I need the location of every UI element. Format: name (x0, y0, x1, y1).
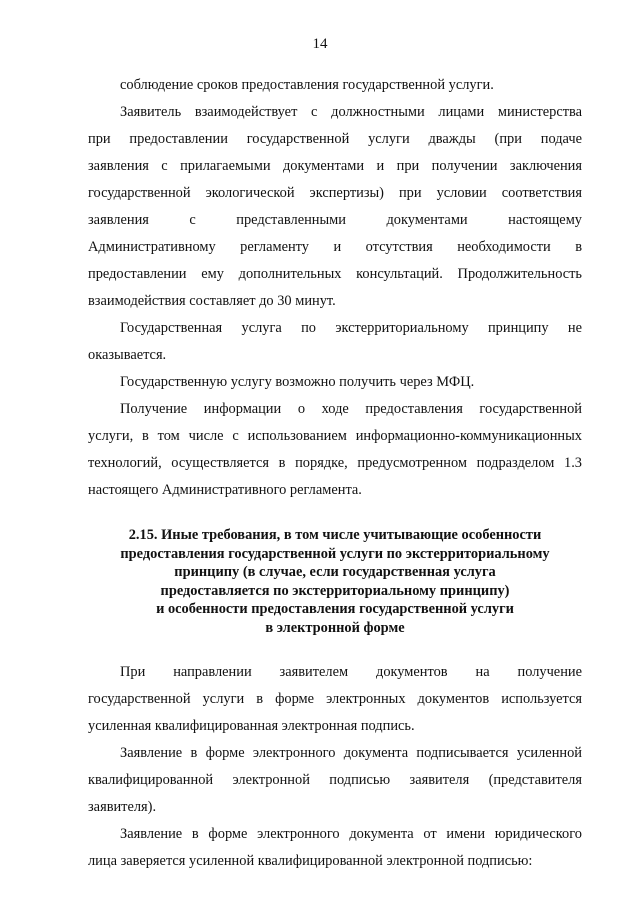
heading-line: принципу (в случае, если государственная услуга (174, 564, 496, 580)
text-line: Заявитель взаимодействует с должностными лицами министерства (120, 104, 582, 120)
text-line: оказывается. (88, 347, 167, 363)
text-line: При направлении заявителем документов на получение (120, 664, 582, 680)
text-line: Административному регламенту и отсутствия необходимости в (88, 239, 582, 255)
page-number: 14 (312, 36, 328, 52)
text-line: государственной экологической экспертизы) при условии соответствия (88, 185, 582, 201)
text-line: Государственную услугу возможно получить через МФЦ. (120, 374, 475, 390)
text-line: Заявление в форме электронного документа от имени юридического (120, 826, 582, 842)
text-line: при предоставлении государственной услуги дважды (при подаче (88, 131, 582, 147)
heading-line: 2.15. Иные требования, в том числе учитывающие особенности (128, 527, 542, 543)
text-line: предоставлении ему дополнительных консультаций. Продолжительность (88, 266, 582, 282)
bottom-paragraphs (88, 659, 582, 875)
bottom-paragraph (88, 821, 582, 875)
bottom-paragraph (88, 659, 582, 740)
text-line: заявления с прилагаемыми документами и при получении заключения (88, 158, 582, 174)
text-line: услуги, в том числе с использованием информационно-коммуникационных (88, 428, 582, 444)
text-line: заявления с представленными документами настоящему (88, 212, 582, 228)
text-line: заявителя). (88, 799, 157, 815)
text-line: взаимодействия составляет до 30 минут. (88, 293, 336, 309)
text-line: соблюдение сроков предоставления государственной услуги. (120, 77, 494, 93)
document-body (88, 72, 582, 875)
heading-line: предоставляется по экстерриториальному принципу) (160, 582, 510, 599)
section-heading (88, 526, 582, 637)
text-line: лица заверяется усиленной квалифицированной электронной подписью: (88, 853, 533, 869)
text-line: Государственная услуга по экстерриториальному принципу не (120, 320, 582, 336)
top-paragraph (120, 72, 582, 99)
top-paragraph (88, 99, 582, 315)
top-paragraph (120, 369, 582, 396)
text-line: государственной услуги в форме электронных документов используется (88, 691, 582, 707)
heading-line: предоставления государственной услуги по экстерриториальному (120, 545, 550, 562)
bottom-paragraph (88, 740, 582, 821)
heading-line: в электронной форме (265, 619, 405, 636)
text-line: усиленная квалифицированная электронная подпись. (88, 718, 415, 734)
top-paragraph (88, 396, 582, 504)
heading-line: и особенности предоставления государственной услуги (156, 601, 514, 617)
text-line: технологий, осуществляется в порядке, предусмотренном подразделом 1.3 (88, 455, 582, 471)
top-paragraph (88, 315, 582, 369)
top-paragraphs (88, 72, 582, 504)
text-line: настоящего Административного регламента. (88, 482, 362, 498)
text-line: Получение информации о ходе предоставления государственной (120, 401, 582, 417)
text-line: Заявление в форме электронного документа подписывается усиленной (120, 745, 582, 761)
text-line: квалифицированной электронной подписью заявителя (представителя (88, 772, 582, 788)
